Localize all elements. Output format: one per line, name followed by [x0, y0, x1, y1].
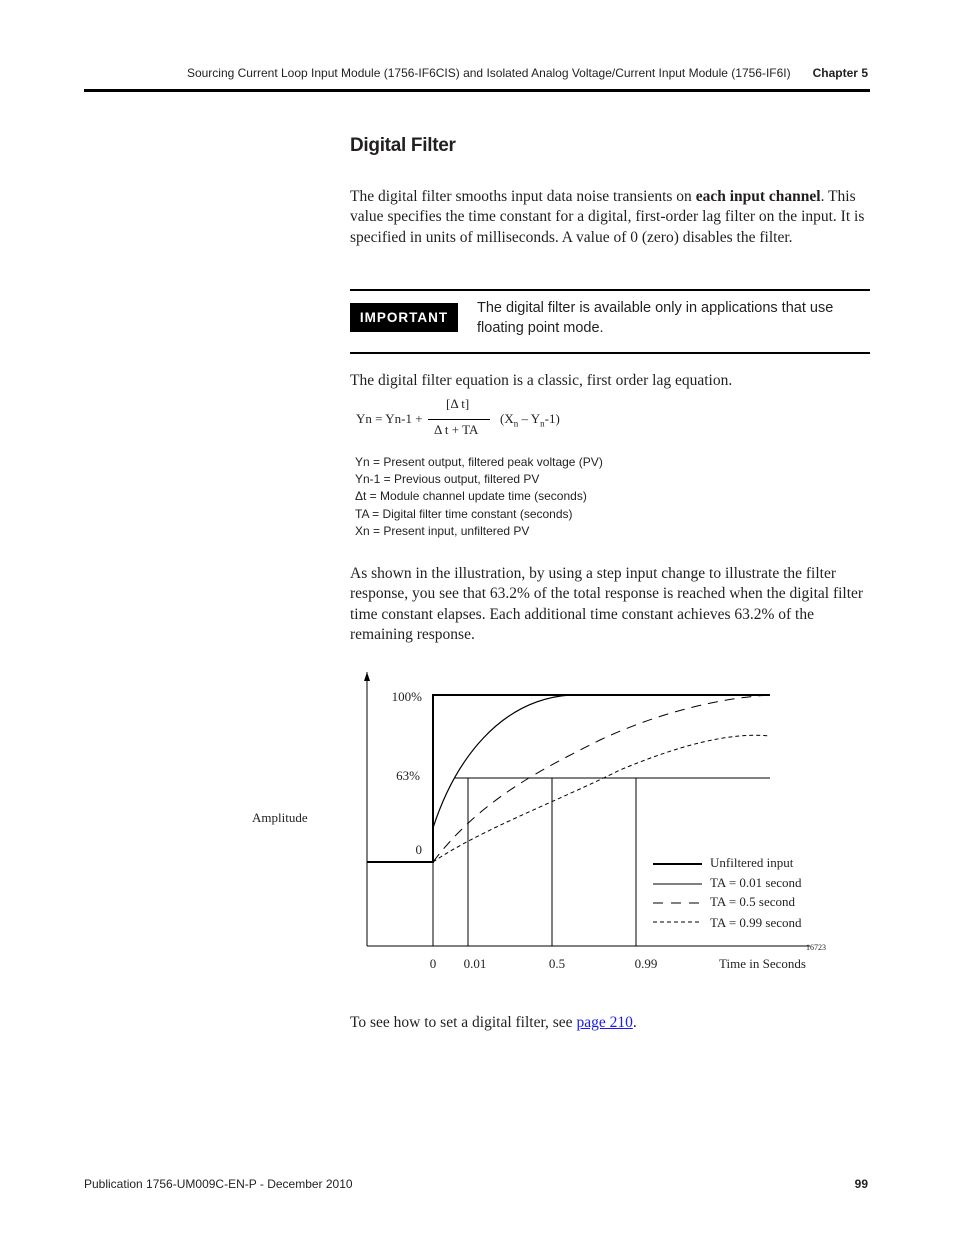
footer-page-number: 99	[854, 1177, 868, 1191]
header-chapter: Chapter 5	[812, 66, 868, 80]
y-tick-label-100: 100%	[391, 689, 422, 704]
closing-period: .	[632, 1014, 637, 1031]
series-ta-099	[433, 735, 770, 862]
x-tick-label-05: 0.5	[548, 956, 566, 971]
eq-rhs-open: (X	[500, 411, 514, 426]
legend-label-ta-05: TA = 0.5 second	[710, 894, 796, 909]
equation-intro: The digital filter equation is a classic, first order lag equation.	[350, 372, 733, 389]
eq-rhs-close: -1)	[544, 411, 560, 426]
y-axis-arrow	[364, 672, 370, 681]
intro-text-1: The digital filter smooths input data noise transients on	[350, 188, 696, 205]
x-tick-label-099: 0.99	[634, 956, 658, 971]
important-text: The digital filter is available only in applications that use floating point mode.	[477, 300, 834, 336]
important-badge: IMPORTANT	[350, 303, 458, 332]
x-tick-label-0: 0	[429, 956, 437, 971]
intro-text-2: . This value specifies the time constant for a digital, first-order lag filter on the input. It is specified in units of milliseconds. A value of 0 (zero) disables the filter.	[350, 188, 865, 246]
series-ta-001	[433, 695, 770, 828]
x-tick-label-001: 0.01	[463, 956, 487, 971]
closing-paragraph	[350, 1013, 870, 1033]
footer-publication: Publication 1756-UM009C-EN-P - December 2010	[84, 1177, 353, 1191]
definition-item: Δt = Module channel update time (seconds)	[355, 489, 587, 504]
intro-bold: each input channel	[695, 188, 821, 205]
eq-rhs-mid: – Y	[518, 411, 541, 426]
definition-item: TA = Digital filter time constant (seconds)	[355, 506, 573, 521]
explanation-paragraph: As shown in the illustration, by using a step input change to illustrate the filter response, you see that 63.2% of the total response is reached when the digital filter time constant elapses. Each additional time constant achieves 63.2% of the remaining response.	[350, 565, 864, 643]
equation-denominator: Δ t + TA	[434, 422, 479, 437]
legend-label-ta-099: TA = 0.99 second	[710, 915, 802, 930]
y-axis-label: Amplitude	[252, 810, 308, 825]
equation-numerator: [Δ t]	[446, 396, 470, 411]
definition-item: Yn = Present output, filtered peak voltage (PV)	[355, 455, 603, 469]
eq-rhs-sub2: n	[540, 418, 545, 429]
header-title: Sourcing Current Loop Input Module (1756-IF6CIS) and Isolated Analog Voltage/Current Input Module (1756-IF6I)	[186, 66, 791, 80]
equation-lhs: Yn = Yn-1 +	[356, 411, 423, 426]
page-210-link[interactable]: page 210	[576, 1014, 633, 1031]
legend-label-unfiltered: Unfiltered input	[710, 855, 794, 870]
section-title: Digital Filter	[350, 135, 456, 156]
eq-rhs-sub1: n	[513, 418, 519, 429]
x-axis-label: Time in Seconds	[719, 956, 806, 971]
closing-text: To see how to set a digital filter, see	[350, 1014, 577, 1031]
y-tick-label-0: 0	[415, 842, 422, 857]
definition-item: Xn = Present input, unfiltered PV	[355, 523, 530, 538]
figure-id: 16723	[806, 943, 826, 952]
legend-label-ta-001: TA = 0.01 second	[710, 875, 802, 890]
y-tick-label-63: 63%	[396, 768, 420, 783]
definition-item: Yn-1 = Previous output, filtered PV	[355, 472, 540, 487]
